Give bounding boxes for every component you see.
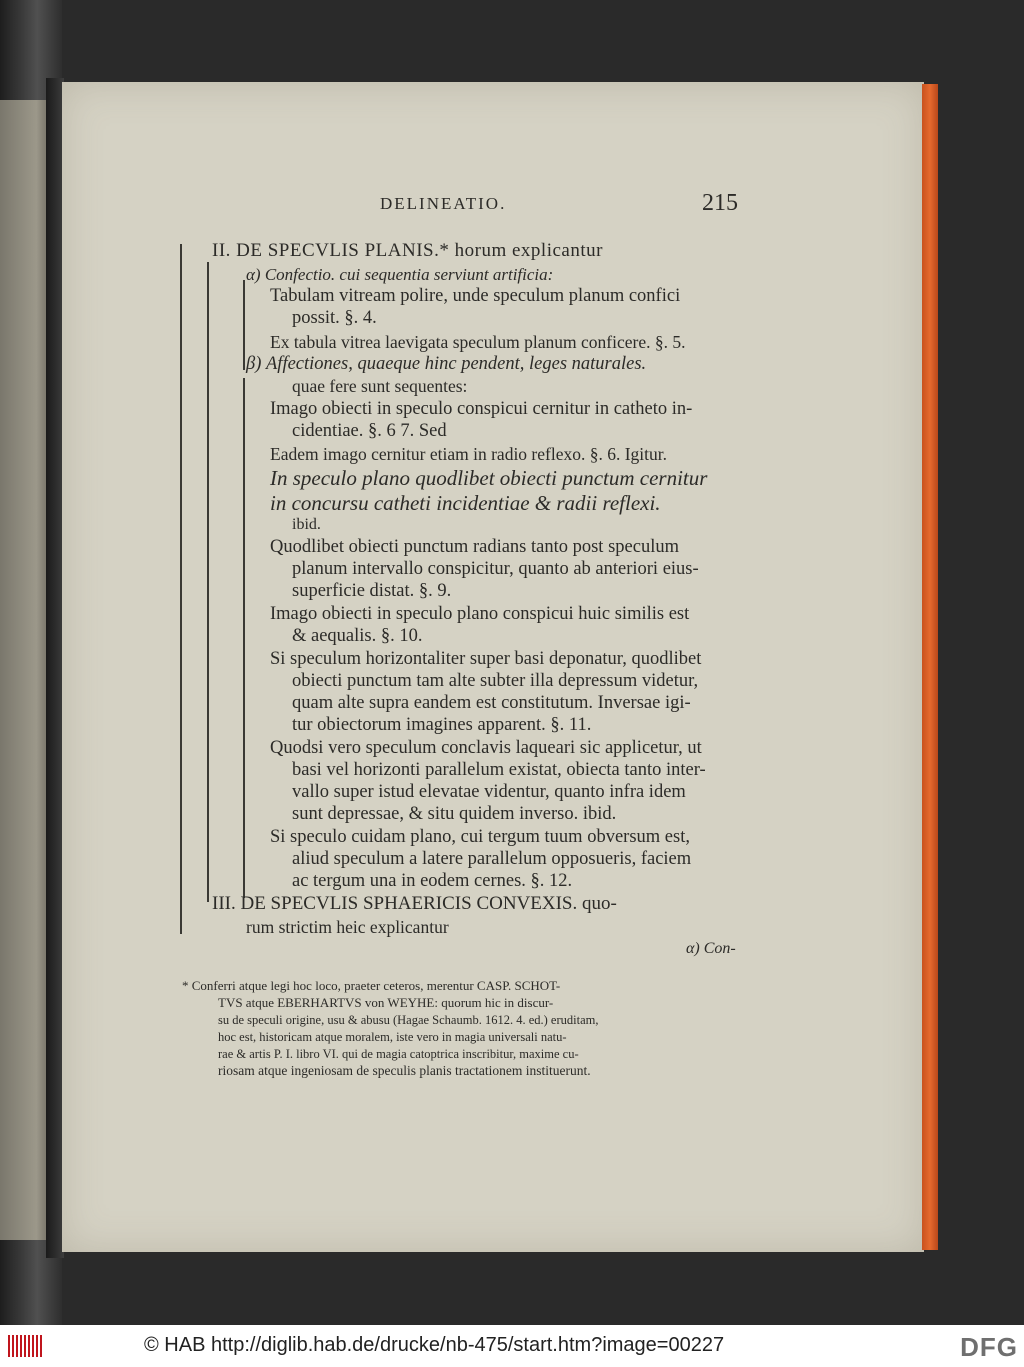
- theorem-line: In speculo plano quodlibet obiecti punctum cernitur: [270, 466, 708, 490]
- footnote-line: rae & artis P. I. libro VI. qui de magia catoptrica inscribitur, maxime cu-: [218, 1047, 579, 1061]
- dfg-logo: DFG: [960, 1332, 1018, 1362]
- bracket-rule-inner-b: [243, 378, 245, 898]
- footnote-line: su de speculi origine, usu & abusu (Hagae Schaumb. 1612. 4. ed.) eruditam,: [218, 1013, 599, 1027]
- text-line: aliud speculum a latere parallelum opposueris, faciem: [292, 849, 692, 869]
- section-heading-iii: III. DE SPECVLIS SPHAERICIS CONVEXIS. quo-: [212, 893, 617, 914]
- footnote-line: * Conferri atque legi hoc loco, praeter ceteros, merentur CASP. SCHOT-: [182, 978, 561, 993]
- text-line: ibid.: [292, 516, 321, 533]
- text-line: obiecti punctum tam alte subter illa depressum videtur,: [292, 671, 699, 691]
- text-line: Si speculum horizontaliter super basi deponatur, quodlibet: [270, 649, 702, 669]
- section-heading-ii: II. DE SPECVLIS PLANIS.* horum explicantur: [212, 240, 603, 261]
- text-line: ac tergum una in eodem cernes. §. 12.: [292, 871, 573, 891]
- text-line: Tabulam vitream polire, unde speculum planum confici: [270, 286, 681, 306]
- text-line: Ex tabula vitrea laevigata speculum planum conficere. §. 5.: [270, 332, 686, 352]
- subsection-confectio: α) Confectio. cui sequentia serviunt artificia:: [246, 265, 554, 284]
- text-line: Eadem imago cernitur etiam in radio reflexo. §. 6. Igitur.: [270, 444, 668, 464]
- bracket-rule-outer: [180, 244, 182, 934]
- text-line: Imago obiecti in speculo plano conspicui huic similis est: [270, 604, 690, 624]
- text-line: tur obiectorum imagines apparent. §. 11.: [292, 715, 592, 735]
- text-line: quae fere sunt sequentes:: [292, 376, 468, 396]
- text-line: quam alte supra eandem est constitutum. Inversae igi-: [292, 693, 691, 713]
- bracket-rule-inner-a: [243, 280, 245, 370]
- hab-logo-icon: [8, 1335, 48, 1357]
- theorem-line: in concursu catheti incidentiae & radii reflexi.: [270, 491, 661, 515]
- subsection-affectiones: β) Affectiones, quaeque hinc pendent, leges naturales.: [246, 354, 647, 374]
- viewer-footer: [0, 1325, 1024, 1367]
- page-number: 215: [702, 190, 738, 216]
- text-line: & aequalis. §. 10.: [292, 626, 423, 646]
- running-header: DELINEATIO.: [380, 194, 507, 213]
- text-line: cidentiae. §. 6 7. Sed: [292, 421, 447, 441]
- bracket-rule-mid: [207, 262, 209, 902]
- text-line: sunt depressae, & situ quidem inverso. ibid.: [292, 804, 617, 824]
- text-line: Quodlibet obiecti punctum radians tanto post speculum: [270, 537, 679, 557]
- footnote-line: riosam atque ingeniosam de speculis planis tractationem instituerunt.: [218, 1063, 591, 1078]
- text-line: vallo super istud elevatae videntur, quanto infra idem: [292, 782, 686, 802]
- footnote-line: hoc est, historicam atque moralem, iste vero in magia universali natu-: [218, 1030, 567, 1044]
- text-line: planum intervallo conspicitur, quanto ab anteriori eius-: [292, 559, 699, 579]
- left-page-edge: [0, 100, 52, 1240]
- text-line: Si speculo cuidam plano, cui tergum tuum obversum est,: [270, 827, 690, 847]
- footnote-line: TVS atque EBERHARTVS von WEYHE: quorum hic in discur-: [218, 995, 554, 1010]
- text-line: rum strictim heic explicantur: [246, 917, 449, 937]
- text-line: Imago obiecti in speculo conspicui cernitur in catheto in-: [270, 399, 693, 419]
- text-line: superficie distat. §. 9.: [292, 581, 452, 601]
- page-edge-orange: [922, 84, 938, 1250]
- text-line: basi vel horizonti parallelum existat, obiecta tanto inter-: [292, 760, 706, 780]
- source-credit-link[interactable]: © HAB http://diglib.hab.de/drucke/nb-475/start.htm?image=00227: [144, 1334, 725, 1356]
- text-line: possit. §. 4.: [292, 308, 377, 328]
- text-line: Quodsi vero speculum conclavis laqueari sic applicetur, ut: [270, 738, 702, 758]
- catchword: α) Con-: [686, 940, 736, 957]
